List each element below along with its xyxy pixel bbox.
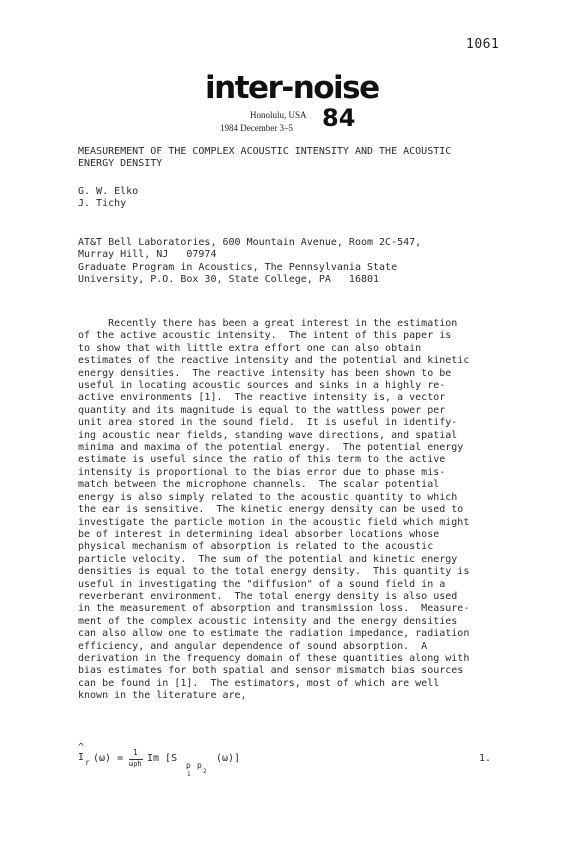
logo-city: Honolulu, USA bbox=[250, 110, 307, 120]
eq-frac-num: 1 bbox=[133, 748, 138, 757]
eq-rhs-sub-1: p bbox=[186, 761, 191, 770]
eq-lhs-sub: r bbox=[85, 758, 90, 767]
logo-wordmark: inter-noise bbox=[205, 70, 379, 106]
affiliation-block: AT&T Bell Laboratories, 600 Mountain Avenue, Room 2C-547, Murray Hill, NJ 07974 Graduate Program in Acoustics, The Pennsylvania State University, P.O. Box 30, State College, PA 16801 bbox=[78, 237, 422, 286]
eq-rhs-tail: (ω)] bbox=[216, 753, 241, 764]
eq-number: 1. bbox=[479, 753, 492, 764]
eq-hat: ^ bbox=[78, 742, 85, 753]
page-number: 1061 bbox=[466, 37, 500, 52]
logo-year: 84 bbox=[322, 104, 356, 132]
eq-rhs-sub-2: p bbox=[197, 761, 202, 770]
eq-rhs-sub-2-idx: 2 bbox=[203, 768, 207, 775]
author-list: G. W. Elko J. Tichy bbox=[78, 186, 139, 210]
eq-rhs: Im [S bbox=[147, 753, 178, 764]
logo-date: 1984 December 3–5 bbox=[220, 123, 293, 133]
eq-rhs-sub-1-idx: 1 bbox=[187, 771, 191, 778]
equation-1 bbox=[76, 744, 496, 784]
eq-frac-den: ωρh bbox=[129, 760, 142, 768]
eq-lhs: I bbox=[78, 752, 85, 763]
body-paragraph: Recently there has been a great interest in the estimation of the active acoustic intensity. The intent of this paper is to show that with little extra effort one can also obtain estimates of the reactive intensity and the potential and kinetic energy densities. The reactive intensity has been shown to be useful in locating acoustic sources and sinks in a highly re- active environments [1]. The reactive intensity is, a vector quantity and its magnitude is equal to the wattless power per unit area stored in the sound field. It is useful in identify- ing acoustic near fields, standing wave directions, and spatial minima and maxima of the potential energy. The potential energy estimate is useful since the ratio of this term to the active intensity is proportional to the bias error due to phase mis- match between the microphone channels. The scalar potential energy is also simply related to the acoustic quantity to which the ear is sensitive. The kinetic energy density can be used to investigate the particle motion in the acoustic field which might be of interest in determining ideal absorber locations whose physical mechanism of absorption is related to the acoustic particle velocity. The sum of the potential and kinetic energy densities is equal to the total energy density. This quantity is useful in investigating the "diffusion" of a sound field in a reverberant environment. The total energy density is also used in the measurement of absorption and transmission loss. Measure- ment of the complex acoustic intensity and the energy densities can also allow one to estimate the radiation impedance, radiation efficiency, and angular dependence of sound absorption. A derivation in the frequency domain of these quantities along with bias estimates for both spatial and sensor mismatch bias sources can be found in [1]. The estimators, most of which are well known in the literature are, bbox=[78, 318, 470, 702]
paper-title: MEASUREMENT OF THE COMPLEX ACOUSTIC INTENSITY AND THE ACOUSTIC ENERGY DENSITY bbox=[78, 146, 452, 170]
eq-lhs-arg: (ω) = bbox=[93, 753, 124, 764]
